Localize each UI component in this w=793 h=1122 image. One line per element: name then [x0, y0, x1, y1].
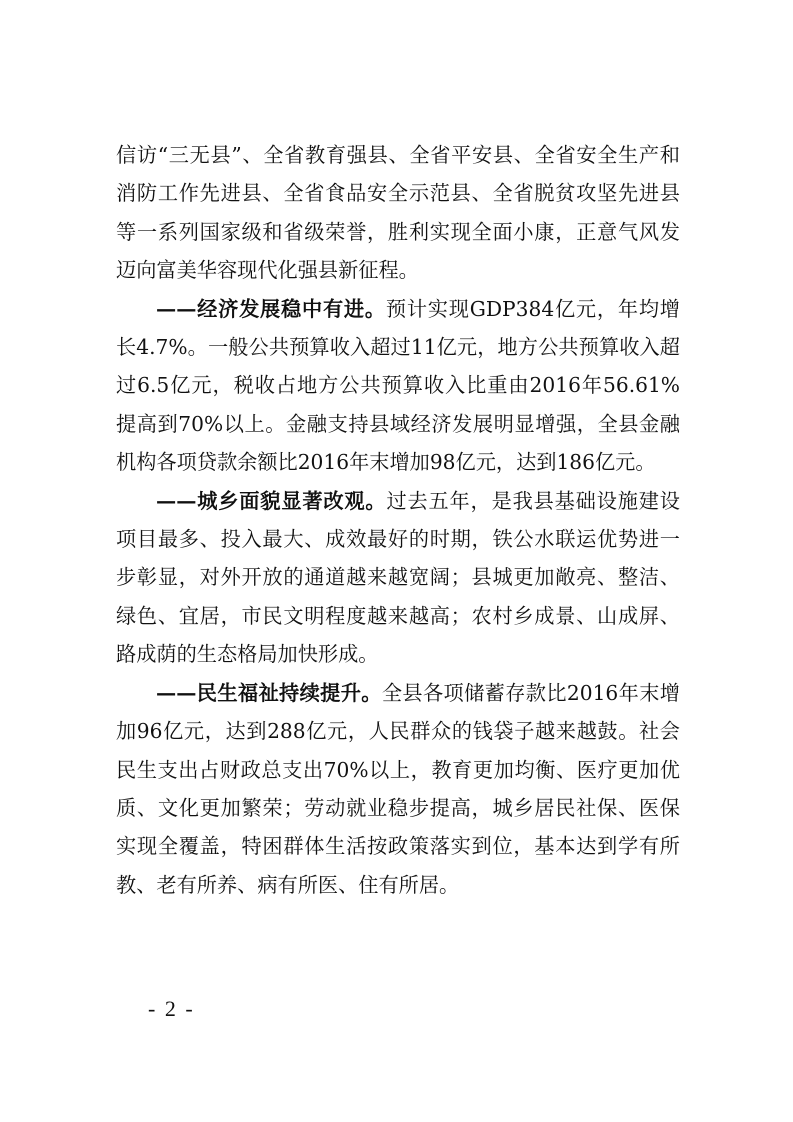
- paragraph-urban-rural-heading: ——城乡面貌显著改观。: [156, 488, 387, 513]
- paragraph-livelihood-heading: ——民生福祉持续提升。: [156, 680, 382, 705]
- paragraph-livelihood-text: 全县各项储蓄存款比2016年末增加96亿元，达到288亿元，人民群众的钱袋子越来越鼓。社会民生支出占财政总支出70%以上，教育更加均衡、医疗更加优质、文化更加繁荣；劳动就业稳步提高，城乡居民社保、医保实现全覆盖，特困群体生活按政策落实到位，基本达到学有所教、老有所养、病有所医、住有所居。: [116, 680, 680, 897]
- page-number: - 2 -: [148, 996, 195, 1021]
- paragraph-urban-rural: [116, 482, 680, 674]
- paragraph-economy-heading: ——经济发展稳中有进。: [156, 296, 386, 321]
- paragraph-economy: [116, 290, 680, 482]
- document-body: [116, 136, 680, 904]
- paragraph-honors-text: 信访“三无县”、全省教育强县、全省平安县、全省安全生产和消防工作先进县、全省食品安全示范县、全省脱贫攻坚先进县等一系列国家级和省级荣誉，胜利实现全面小康，正意气风发迈向富美华容现代化强县新征程。: [116, 143, 680, 283]
- paragraph-livelihood: [116, 674, 680, 904]
- paragraph-honors: [116, 136, 680, 290]
- paragraph-economy-text: 预计实现GDP384亿元，年均增长4.7%。一般公共预算收入超过11亿元，地方公共预算收入超过6.5亿元，税收占地方公共预算收入比重由2016年56.61%提高到70%以上。金融支持县域经济发展明显增强，全县金融机构各项贷款余额比2016年末增加98亿元，达到186亿元。: [116, 296, 680, 475]
- paragraph-urban-rural-text: 过去五年，是我县基础设施建设项目最多、投入最大、成效最好的时期，铁公水联运优势进一步彰显，对外开放的通道越来越宽阔；县城更加敞亮、整洁、绿色、宜居，市民文明程度越来越高；农村乡成景、山成屏、路成荫的生态格局加快形成。: [116, 488, 680, 667]
